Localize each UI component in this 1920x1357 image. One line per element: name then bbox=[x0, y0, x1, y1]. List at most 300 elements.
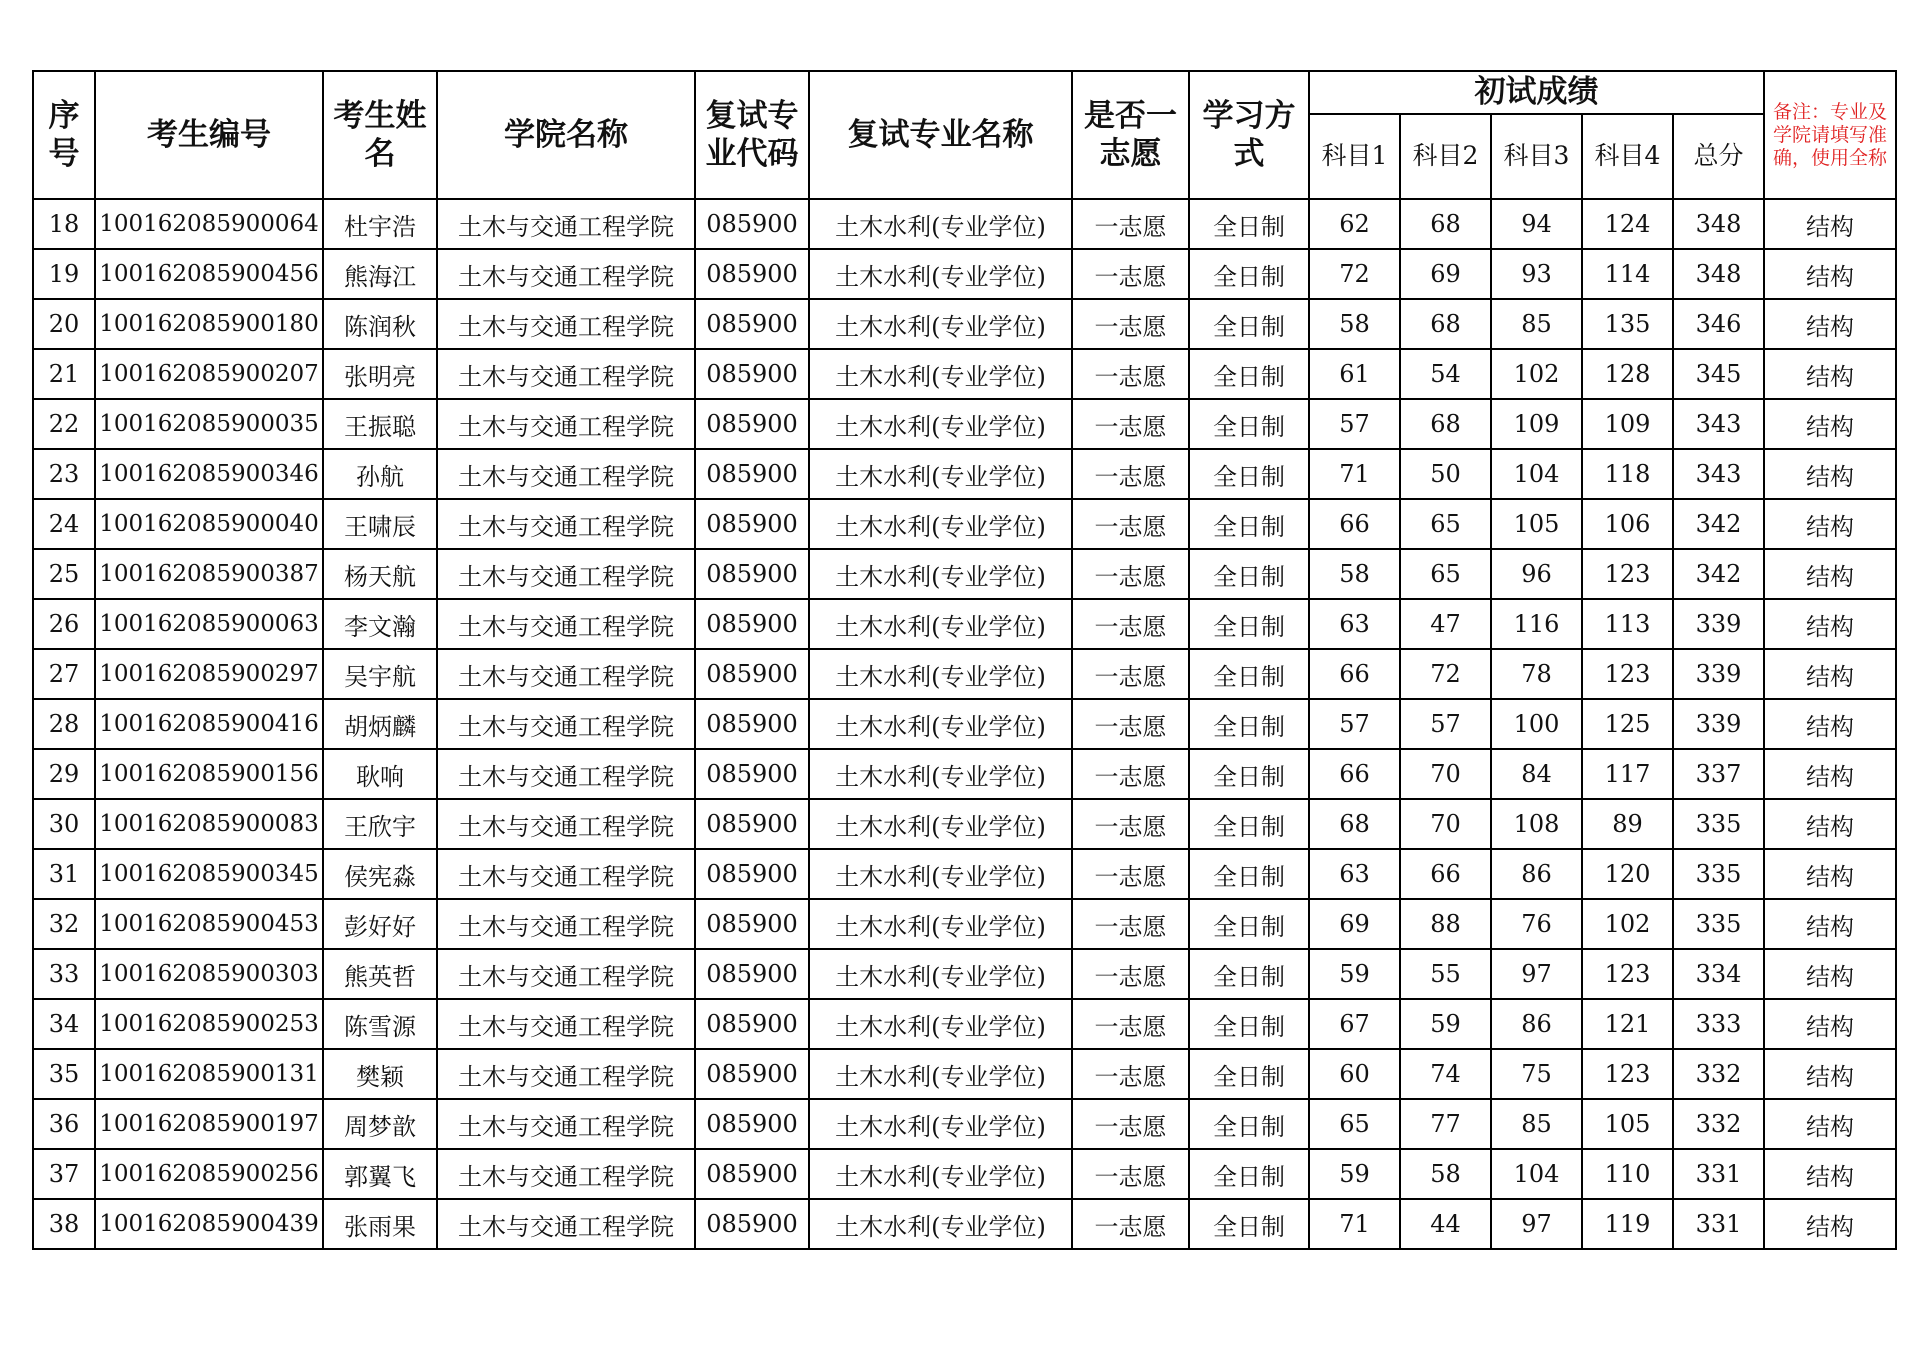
cell-study-mode: 全日制 bbox=[1189, 899, 1309, 949]
cell-note: 结构 bbox=[1764, 999, 1896, 1049]
cell-subject-2: 59 bbox=[1400, 999, 1491, 1049]
table-row bbox=[33, 899, 1896, 949]
cell-first-choice: 一志愿 bbox=[1072, 499, 1189, 549]
cell-seq: 38 bbox=[33, 1199, 95, 1249]
cell-exam-id: 100162085900180 bbox=[95, 299, 323, 349]
cell-subject-4: 119 bbox=[1582, 1199, 1673, 1249]
table-row bbox=[33, 249, 1896, 299]
cell-subject-4: 109 bbox=[1582, 399, 1673, 449]
cell-first-choice: 一志愿 bbox=[1072, 1149, 1189, 1199]
cell-major-code: 085900 bbox=[695, 999, 809, 1049]
cell-subject-1: 61 bbox=[1309, 349, 1400, 399]
cell-subject-3: 97 bbox=[1491, 949, 1582, 999]
cell-first-choice: 一志愿 bbox=[1072, 599, 1189, 649]
cell-exam-id: 100162085900416 bbox=[95, 699, 323, 749]
cell-subject-2: 72 bbox=[1400, 649, 1491, 699]
cell-subject-2: 58 bbox=[1400, 1149, 1491, 1199]
cell-college: 土木与交通工程学院 bbox=[437, 849, 695, 899]
cell-name: 张雨果 bbox=[323, 1199, 437, 1249]
table-row bbox=[33, 499, 1896, 549]
cell-subject-3: 108 bbox=[1491, 799, 1582, 849]
cell-college: 土木与交通工程学院 bbox=[437, 1099, 695, 1149]
cell-total: 337 bbox=[1673, 749, 1764, 799]
cell-major-name: 土木水利(专业学位) bbox=[809, 349, 1072, 399]
header-preliminary-scores: 初试成绩 bbox=[1309, 71, 1764, 114]
cell-name: 胡炳麟 bbox=[323, 699, 437, 749]
cell-college: 土木与交通工程学院 bbox=[437, 499, 695, 549]
cell-seq: 26 bbox=[33, 599, 95, 649]
cell-total: 331 bbox=[1673, 1149, 1764, 1199]
cell-total: 332 bbox=[1673, 1099, 1764, 1149]
cell-subject-1: 66 bbox=[1309, 649, 1400, 699]
cell-exam-id: 100162085900346 bbox=[95, 449, 323, 499]
cell-total: 331 bbox=[1673, 1199, 1764, 1249]
header-study-mode: 学习方式 bbox=[1189, 71, 1309, 199]
cell-major-name: 土木水利(专业学位) bbox=[809, 549, 1072, 599]
cell-college: 土木与交通工程学院 bbox=[437, 199, 695, 249]
cell-study-mode: 全日制 bbox=[1189, 949, 1309, 999]
cell-note: 结构 bbox=[1764, 899, 1896, 949]
cell-major-name: 土木水利(专业学位) bbox=[809, 699, 1072, 749]
cell-first-choice: 一志愿 bbox=[1072, 699, 1189, 749]
cell-name: 杜宇浩 bbox=[323, 199, 437, 249]
cell-subject-4: 128 bbox=[1582, 349, 1673, 399]
cell-college: 土木与交通工程学院 bbox=[437, 299, 695, 349]
cell-subject-4: 102 bbox=[1582, 899, 1673, 949]
cell-total: 333 bbox=[1673, 999, 1764, 1049]
cell-total: 348 bbox=[1673, 249, 1764, 299]
header-subject-2: 科目2 bbox=[1400, 114, 1491, 199]
table-row bbox=[33, 1049, 1896, 1099]
cell-first-choice: 一志愿 bbox=[1072, 249, 1189, 299]
cell-subject-2: 54 bbox=[1400, 349, 1491, 399]
cell-name: 王欣宇 bbox=[323, 799, 437, 849]
cell-exam-id: 100162085900207 bbox=[95, 349, 323, 399]
cell-seq: 30 bbox=[33, 799, 95, 849]
cell-major-code: 085900 bbox=[695, 499, 809, 549]
cell-major-code: 085900 bbox=[695, 649, 809, 699]
header-first-choice: 是否一志愿 bbox=[1072, 71, 1189, 199]
cell-subject-1: 63 bbox=[1309, 849, 1400, 899]
table-row bbox=[33, 1199, 1896, 1249]
cell-exam-id: 100162085900131 bbox=[95, 1049, 323, 1099]
table-row bbox=[33, 1149, 1896, 1199]
cell-subject-4: 125 bbox=[1582, 699, 1673, 749]
cell-total: 332 bbox=[1673, 1049, 1764, 1099]
header-major-name: 复试专业名称 bbox=[809, 71, 1072, 199]
cell-subject-3: 97 bbox=[1491, 1199, 1582, 1249]
cell-subject-4: 106 bbox=[1582, 499, 1673, 549]
cell-seq: 36 bbox=[33, 1099, 95, 1149]
cell-college: 土木与交通工程学院 bbox=[437, 699, 695, 749]
cell-study-mode: 全日制 bbox=[1189, 849, 1309, 899]
cell-major-code: 085900 bbox=[695, 749, 809, 799]
cell-subject-2: 70 bbox=[1400, 799, 1491, 849]
cell-exam-id: 100162085900083 bbox=[95, 799, 323, 849]
cell-major-name: 土木水利(专业学位) bbox=[809, 899, 1072, 949]
cell-study-mode: 全日制 bbox=[1189, 299, 1309, 349]
cell-first-choice: 一志愿 bbox=[1072, 549, 1189, 599]
cell-major-code: 085900 bbox=[695, 1199, 809, 1249]
cell-first-choice: 一志愿 bbox=[1072, 199, 1189, 249]
cell-college: 土木与交通工程学院 bbox=[437, 749, 695, 799]
cell-seq: 23 bbox=[33, 449, 95, 499]
cell-first-choice: 一志愿 bbox=[1072, 649, 1189, 699]
cell-total: 343 bbox=[1673, 399, 1764, 449]
admission-score-table bbox=[32, 70, 1897, 1250]
cell-note: 结构 bbox=[1764, 849, 1896, 899]
cell-major-name: 土木水利(专业学位) bbox=[809, 1149, 1072, 1199]
cell-college: 土木与交通工程学院 bbox=[437, 249, 695, 299]
cell-seq: 27 bbox=[33, 649, 95, 699]
cell-exam-id: 100162085900064 bbox=[95, 199, 323, 249]
cell-subject-1: 66 bbox=[1309, 749, 1400, 799]
cell-study-mode: 全日制 bbox=[1189, 399, 1309, 449]
cell-study-mode: 全日制 bbox=[1189, 499, 1309, 549]
cell-subject-1: 57 bbox=[1309, 699, 1400, 749]
header-subject-4: 科目4 bbox=[1582, 114, 1673, 199]
cell-note: 结构 bbox=[1764, 549, 1896, 599]
cell-first-choice: 一志愿 bbox=[1072, 1199, 1189, 1249]
cell-subject-3: 85 bbox=[1491, 299, 1582, 349]
cell-exam-id: 100162085900345 bbox=[95, 849, 323, 899]
cell-subject-4: 121 bbox=[1582, 999, 1673, 1049]
cell-exam-id: 100162085900387 bbox=[95, 549, 323, 599]
cell-subject-2: 68 bbox=[1400, 199, 1491, 249]
cell-name: 樊颖 bbox=[323, 1049, 437, 1099]
cell-college: 土木与交通工程学院 bbox=[437, 949, 695, 999]
cell-major-code: 085900 bbox=[695, 899, 809, 949]
table-row bbox=[33, 449, 1896, 499]
cell-total: 342 bbox=[1673, 499, 1764, 549]
cell-subject-3: 86 bbox=[1491, 849, 1582, 899]
cell-subject-1: 66 bbox=[1309, 499, 1400, 549]
header-exam-id: 考生编号 bbox=[95, 71, 323, 199]
cell-subject-1: 63 bbox=[1309, 599, 1400, 649]
cell-seq: 32 bbox=[33, 899, 95, 949]
cell-total: 348 bbox=[1673, 199, 1764, 249]
cell-major-name: 土木水利(专业学位) bbox=[809, 599, 1072, 649]
cell-name: 耿响 bbox=[323, 749, 437, 799]
cell-name: 周梦歆 bbox=[323, 1099, 437, 1149]
cell-subject-3: 85 bbox=[1491, 1099, 1582, 1149]
cell-subject-1: 68 bbox=[1309, 799, 1400, 849]
cell-study-mode: 全日制 bbox=[1189, 1199, 1309, 1249]
cell-major-code: 085900 bbox=[695, 1099, 809, 1149]
header-seq: 序号 bbox=[33, 71, 95, 199]
cell-total: 334 bbox=[1673, 949, 1764, 999]
cell-major-name: 土木水利(专业学位) bbox=[809, 849, 1072, 899]
cell-subject-4: 120 bbox=[1582, 849, 1673, 899]
cell-subject-1: 72 bbox=[1309, 249, 1400, 299]
cell-subject-2: 69 bbox=[1400, 249, 1491, 299]
cell-subject-2: 65 bbox=[1400, 499, 1491, 549]
cell-major-code: 085900 bbox=[695, 199, 809, 249]
cell-subject-2: 77 bbox=[1400, 1099, 1491, 1149]
cell-exam-id: 100162085900063 bbox=[95, 599, 323, 649]
cell-first-choice: 一志愿 bbox=[1072, 299, 1189, 349]
cell-seq: 18 bbox=[33, 199, 95, 249]
cell-subject-2: 50 bbox=[1400, 449, 1491, 499]
cell-major-code: 085900 bbox=[695, 699, 809, 749]
cell-seq: 33 bbox=[33, 949, 95, 999]
cell-first-choice: 一志愿 bbox=[1072, 849, 1189, 899]
cell-total: 345 bbox=[1673, 349, 1764, 399]
cell-college: 土木与交通工程学院 bbox=[437, 1199, 695, 1249]
cell-study-mode: 全日制 bbox=[1189, 749, 1309, 799]
cell-name: 杨天航 bbox=[323, 549, 437, 599]
cell-subject-4: 117 bbox=[1582, 749, 1673, 799]
cell-subject-4: 123 bbox=[1582, 949, 1673, 999]
cell-major-name: 土木水利(专业学位) bbox=[809, 1099, 1072, 1149]
cell-seq: 29 bbox=[33, 749, 95, 799]
cell-exam-id: 100162085900453 bbox=[95, 899, 323, 949]
cell-major-name: 土木水利(专业学位) bbox=[809, 1199, 1072, 1249]
cell-major-code: 085900 bbox=[695, 249, 809, 299]
cell-college: 土木与交通工程学院 bbox=[437, 599, 695, 649]
cell-name: 熊海江 bbox=[323, 249, 437, 299]
cell-exam-id: 100162085900256 bbox=[95, 1149, 323, 1199]
cell-note: 结构 bbox=[1764, 949, 1896, 999]
cell-subject-3: 104 bbox=[1491, 1149, 1582, 1199]
cell-subject-1: 69 bbox=[1309, 899, 1400, 949]
cell-major-name: 土木水利(专业学位) bbox=[809, 749, 1072, 799]
cell-major-code: 085900 bbox=[695, 349, 809, 399]
header-note: 备注：专业及学院请填写准确，使用全称 bbox=[1764, 71, 1896, 199]
cell-exam-id: 100162085900439 bbox=[95, 1199, 323, 1249]
cell-subject-2: 68 bbox=[1400, 399, 1491, 449]
cell-subject-4: 110 bbox=[1582, 1149, 1673, 1199]
table-row bbox=[33, 549, 1896, 599]
cell-seq: 22 bbox=[33, 399, 95, 449]
cell-note: 结构 bbox=[1764, 299, 1896, 349]
cell-major-name: 土木水利(专业学位) bbox=[809, 449, 1072, 499]
cell-first-choice: 一志愿 bbox=[1072, 899, 1189, 949]
cell-note: 结构 bbox=[1764, 599, 1896, 649]
cell-subject-1: 67 bbox=[1309, 999, 1400, 1049]
cell-note: 结构 bbox=[1764, 1099, 1896, 1149]
cell-major-name: 土木水利(专业学位) bbox=[809, 199, 1072, 249]
cell-subject-4: 135 bbox=[1582, 299, 1673, 349]
cell-major-name: 土木水利(专业学位) bbox=[809, 299, 1072, 349]
cell-subject-3: 75 bbox=[1491, 1049, 1582, 1099]
table-row bbox=[33, 849, 1896, 899]
cell-note: 结构 bbox=[1764, 1149, 1896, 1199]
header-name: 考生姓名 bbox=[323, 71, 437, 199]
header-major-code: 复试专业代码 bbox=[695, 71, 809, 199]
header-subject-1: 科目1 bbox=[1309, 114, 1400, 199]
cell-note: 结构 bbox=[1764, 249, 1896, 299]
cell-major-code: 085900 bbox=[695, 549, 809, 599]
cell-study-mode: 全日制 bbox=[1189, 1149, 1309, 1199]
cell-note: 结构 bbox=[1764, 349, 1896, 399]
cell-subject-3: 96 bbox=[1491, 549, 1582, 599]
cell-subject-4: 123 bbox=[1582, 649, 1673, 699]
cell-major-code: 085900 bbox=[695, 1149, 809, 1199]
cell-exam-id: 100162085900297 bbox=[95, 649, 323, 699]
cell-note: 结构 bbox=[1764, 649, 1896, 699]
cell-name: 李文瀚 bbox=[323, 599, 437, 649]
cell-seq: 37 bbox=[33, 1149, 95, 1199]
cell-subject-3: 104 bbox=[1491, 449, 1582, 499]
cell-name: 王啸辰 bbox=[323, 499, 437, 549]
cell-name: 彭好好 bbox=[323, 899, 437, 949]
cell-note: 结构 bbox=[1764, 1199, 1896, 1249]
cell-major-name: 土木水利(专业学位) bbox=[809, 949, 1072, 999]
table-row bbox=[33, 749, 1896, 799]
cell-subject-2: 57 bbox=[1400, 699, 1491, 749]
cell-subject-3: 109 bbox=[1491, 399, 1582, 449]
cell-total: 335 bbox=[1673, 849, 1764, 899]
cell-subject-1: 59 bbox=[1309, 1149, 1400, 1199]
cell-subject-3: 93 bbox=[1491, 249, 1582, 299]
cell-first-choice: 一志愿 bbox=[1072, 399, 1189, 449]
cell-name: 陈雪源 bbox=[323, 999, 437, 1049]
cell-study-mode: 全日制 bbox=[1189, 1099, 1309, 1149]
cell-study-mode: 全日制 bbox=[1189, 199, 1309, 249]
cell-note: 结构 bbox=[1764, 799, 1896, 849]
score-sheet bbox=[32, 70, 1897, 1250]
cell-subject-2: 70 bbox=[1400, 749, 1491, 799]
cell-note: 结构 bbox=[1764, 699, 1896, 749]
cell-college: 土木与交通工程学院 bbox=[437, 399, 695, 449]
cell-subject-1: 71 bbox=[1309, 449, 1400, 499]
cell-subject-2: 74 bbox=[1400, 1049, 1491, 1099]
cell-subject-4: 123 bbox=[1582, 549, 1673, 599]
cell-name: 孙航 bbox=[323, 449, 437, 499]
cell-major-code: 085900 bbox=[695, 299, 809, 349]
cell-subject-1: 65 bbox=[1309, 1099, 1400, 1149]
cell-seq: 28 bbox=[33, 699, 95, 749]
cell-subject-1: 57 bbox=[1309, 399, 1400, 449]
cell-exam-id: 100162085900197 bbox=[95, 1099, 323, 1149]
cell-major-code: 085900 bbox=[695, 849, 809, 899]
header-total: 总分 bbox=[1673, 114, 1764, 199]
cell-major-name: 土木水利(专业学位) bbox=[809, 999, 1072, 1049]
cell-major-code: 085900 bbox=[695, 799, 809, 849]
cell-college: 土木与交通工程学院 bbox=[437, 999, 695, 1049]
cell-subject-4: 124 bbox=[1582, 199, 1673, 249]
cell-major-name: 土木水利(专业学位) bbox=[809, 499, 1072, 549]
table-row bbox=[33, 349, 1896, 399]
cell-total: 342 bbox=[1673, 549, 1764, 599]
cell-seq: 25 bbox=[33, 549, 95, 599]
table-row bbox=[33, 199, 1896, 249]
cell-study-mode: 全日制 bbox=[1189, 249, 1309, 299]
cell-first-choice: 一志愿 bbox=[1072, 1049, 1189, 1099]
cell-exam-id: 100162085900156 bbox=[95, 749, 323, 799]
cell-name: 张明亮 bbox=[323, 349, 437, 399]
cell-study-mode: 全日制 bbox=[1189, 349, 1309, 399]
cell-note: 结构 bbox=[1764, 399, 1896, 449]
cell-college: 土木与交通工程学院 bbox=[437, 1049, 695, 1099]
cell-subject-3: 78 bbox=[1491, 649, 1582, 699]
cell-major-name: 土木水利(专业学位) bbox=[809, 1049, 1072, 1099]
cell-college: 土木与交通工程学院 bbox=[437, 549, 695, 599]
cell-subject-2: 55 bbox=[1400, 949, 1491, 999]
cell-study-mode: 全日制 bbox=[1189, 999, 1309, 1049]
table-body bbox=[33, 199, 1896, 1249]
cell-subject-1: 58 bbox=[1309, 549, 1400, 599]
cell-total: 339 bbox=[1673, 699, 1764, 749]
cell-note: 结构 bbox=[1764, 499, 1896, 549]
cell-first-choice: 一志愿 bbox=[1072, 749, 1189, 799]
cell-exam-id: 100162085900253 bbox=[95, 999, 323, 1049]
cell-seq: 20 bbox=[33, 299, 95, 349]
table-row bbox=[33, 299, 1896, 349]
cell-subject-4: 114 bbox=[1582, 249, 1673, 299]
cell-exam-id: 100162085900303 bbox=[95, 949, 323, 999]
header-college: 学院名称 bbox=[437, 71, 695, 199]
cell-subject-2: 68 bbox=[1400, 299, 1491, 349]
cell-subject-1: 58 bbox=[1309, 299, 1400, 349]
table-row bbox=[33, 599, 1896, 649]
cell-note: 结构 bbox=[1764, 199, 1896, 249]
cell-study-mode: 全日制 bbox=[1189, 699, 1309, 749]
cell-subject-3: 84 bbox=[1491, 749, 1582, 799]
table-header bbox=[33, 71, 1896, 199]
cell-subject-4: 105 bbox=[1582, 1099, 1673, 1149]
cell-study-mode: 全日制 bbox=[1189, 549, 1309, 599]
cell-name: 陈润秋 bbox=[323, 299, 437, 349]
table-row bbox=[33, 399, 1896, 449]
cell-subject-2: 47 bbox=[1400, 599, 1491, 649]
cell-exam-id: 100162085900040 bbox=[95, 499, 323, 549]
cell-subject-1: 71 bbox=[1309, 1199, 1400, 1249]
cell-note: 结构 bbox=[1764, 449, 1896, 499]
cell-note: 结构 bbox=[1764, 1049, 1896, 1099]
cell-college: 土木与交通工程学院 bbox=[437, 799, 695, 849]
cell-major-code: 085900 bbox=[695, 449, 809, 499]
cell-major-name: 土木水利(专业学位) bbox=[809, 249, 1072, 299]
cell-note: 结构 bbox=[1764, 749, 1896, 799]
cell-college: 土木与交通工程学院 bbox=[437, 649, 695, 699]
cell-subject-2: 88 bbox=[1400, 899, 1491, 949]
cell-subject-2: 44 bbox=[1400, 1199, 1491, 1249]
cell-total: 339 bbox=[1673, 649, 1764, 699]
cell-major-code: 085900 bbox=[695, 949, 809, 999]
cell-exam-id: 100162085900035 bbox=[95, 399, 323, 449]
cell-name: 王振聪 bbox=[323, 399, 437, 449]
header-subject-3: 科目3 bbox=[1491, 114, 1582, 199]
cell-study-mode: 全日制 bbox=[1189, 1049, 1309, 1099]
cell-first-choice: 一志愿 bbox=[1072, 999, 1189, 1049]
cell-first-choice: 一志愿 bbox=[1072, 1099, 1189, 1149]
cell-subject-3: 102 bbox=[1491, 349, 1582, 399]
cell-college: 土木与交通工程学院 bbox=[437, 449, 695, 499]
cell-subject-4: 89 bbox=[1582, 799, 1673, 849]
cell-subject-3: 100 bbox=[1491, 699, 1582, 749]
cell-college: 土木与交通工程学院 bbox=[437, 899, 695, 949]
cell-name: 侯宪淼 bbox=[323, 849, 437, 899]
cell-subject-2: 65 bbox=[1400, 549, 1491, 599]
cell-total: 346 bbox=[1673, 299, 1764, 349]
table-row bbox=[33, 999, 1896, 1049]
cell-college: 土木与交通工程学院 bbox=[437, 1149, 695, 1199]
cell-major-code: 085900 bbox=[695, 399, 809, 449]
cell-major-name: 土木水利(专业学位) bbox=[809, 649, 1072, 699]
cell-study-mode: 全日制 bbox=[1189, 799, 1309, 849]
cell-major-code: 085900 bbox=[695, 1049, 809, 1099]
cell-study-mode: 全日制 bbox=[1189, 599, 1309, 649]
cell-first-choice: 一志愿 bbox=[1072, 949, 1189, 999]
cell-study-mode: 全日制 bbox=[1189, 649, 1309, 699]
cell-subject-3: 86 bbox=[1491, 999, 1582, 1049]
cell-subject-2: 66 bbox=[1400, 849, 1491, 899]
cell-subject-3: 76 bbox=[1491, 899, 1582, 949]
cell-subject-3: 105 bbox=[1491, 499, 1582, 549]
cell-name: 郭翼飞 bbox=[323, 1149, 437, 1199]
